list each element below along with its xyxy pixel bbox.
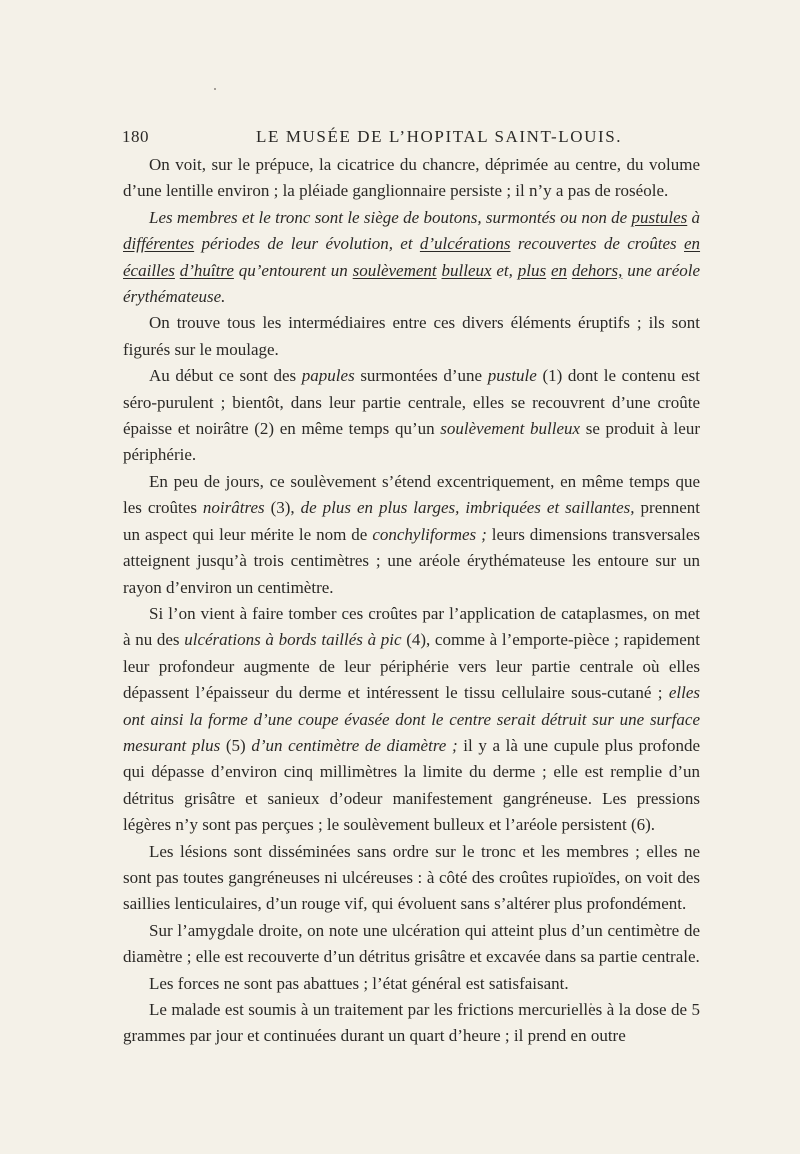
paper-speck — [214, 88, 216, 90]
text-run: Au début ce sont des — [149, 366, 302, 386]
text-run: (4), comme à l’emporte-pièce ; rapidement leur profondeur augmente de leur périphérie vers leur partie centrale où elles dépassent l’épaisseur du derme et intéressent le tissu cellulaire sous-cutané ; — [123, 630, 700, 703]
paragraph — [123, 997, 700, 1050]
text-run: surmontées d’une — [354, 366, 488, 386]
text-run: leurs dimensions transversales atteignent jusqu’à trois centimètres ; une aréole érythémateuse les entoure sur un rayon d’environ un centimètre. — [123, 524, 700, 597]
paragraph — [123, 310, 700, 363]
italic-text: d’un centimètre de diamètre ; — [251, 735, 458, 755]
italic-text: Les membres et le tronc sont le siège de boutons, surmontés ou non de pustules à différentes périodes de leur évolution, et d’ulcérations recouvertes de croûtes en écailles d’huître qu’entourent un soulèvement bulleux et, plus en dehors, une aréole érythémateuse. — [123, 207, 701, 307]
paragraph — [123, 152, 700, 205]
text-run: Sur l’amygdale droite, on note une ulcération qui atteint plus d’un centimètre de diamètre ; elle est recouverte d’un détritus grisâtre et excavée dans sa partie centrale. — [123, 920, 700, 967]
text-run: On trouve tous les intermédiaires entre ces divers éléments éruptifs ; ils sont figurés sur le moulage. — [123, 313, 700, 359]
text-run: (3), — [264, 498, 301, 518]
text-run: Les lésions sont disséminées sans ordre sur le tronc et les membres ; elles ne sont pas toutes gangréneuses ni ulcéreuses : à côté des croûtes rupioïdes, on voit des saillies lenticulaires, d’un rouge vif, qui évoluent sans s’altérer plus profondément. — [123, 841, 700, 914]
running-title: LE MUSÉE DE L’HOPITAL SAINT-LOUIS. — [256, 127, 623, 146]
italic-text: soulèvement bulleux — [440, 419, 581, 439]
paragraph — [123, 205, 700, 311]
text-run: Si l’on vient à faire tomber ces croûtes par l’application de cataplasmes, on met à nu des — [123, 603, 700, 650]
text-run: il y a là une cupule plus profonde qui dépasse d’environ cinq millimètres la limite du derme ; elle est remplie d’un détritus grisâtre et sanieux d’odeur manifestement gangréneuse. Les pressions légères n’y sont pas perçues ; le soulèvement bulleux et l’aréole persistent (6). — [123, 735, 701, 835]
text-run: (1) dont le contenu est séro-purulent ; bientôt, dans leur partie centrale, elles se recouvrent d’une croûte épaisse et noirâtre (2) en même temps qu’un — [123, 366, 700, 439]
italic-text: noirâtres — [202, 498, 265, 518]
paragraph — [123, 601, 700, 839]
text-run: En peu de jours, ce soulèvement s’étend excentriquement, en même temps que les croûtes — [123, 471, 700, 518]
text-run: (5) — [220, 735, 252, 755]
paragraph — [123, 971, 700, 997]
paragraph — [123, 918, 700, 971]
body-text — [123, 152, 700, 1050]
running-header — [122, 127, 702, 151]
text-run: Les forces ne sont pas abattues ; l’état général est satisfaisant. — [149, 973, 569, 993]
italic-text: conchyliformes ; — [372, 524, 487, 544]
paragraph — [123, 469, 700, 601]
italic-text: pustule — [487, 366, 537, 386]
italic-text: papules — [301, 366, 355, 386]
text-run: Le malade est soumis à un traitement par les frictions mercurielles à la dose de 5 grammes par jour et continuées durant un quart d’heure ; il prend en outre — [123, 1000, 700, 1046]
page-number: 180 — [122, 127, 149, 146]
italic-text: ulcérations à bords taillés à pic — [184, 630, 402, 650]
italic-text: de plus en plus larges, imbriquées et saillantes, — [300, 498, 635, 518]
text-run: On voit, sur le prépuce, la cicatrice du chancre, déprimée au centre, du volume d’une lentille environ ; la pléiade ganglionnaire persiste ; il n’y a pas de roséole. — [123, 155, 700, 201]
italic-text: elles ont ainsi la forme d’une coupe évasée dont le centre serait détruit sur une surface mesurant plus — [123, 683, 700, 755]
paragraph — [123, 839, 700, 918]
paragraph — [123, 363, 700, 469]
text-run: se produit à leur périphérie. — [123, 419, 700, 465]
text-run: prennent un aspect qui leur mérite le nom de — [123, 498, 701, 544]
